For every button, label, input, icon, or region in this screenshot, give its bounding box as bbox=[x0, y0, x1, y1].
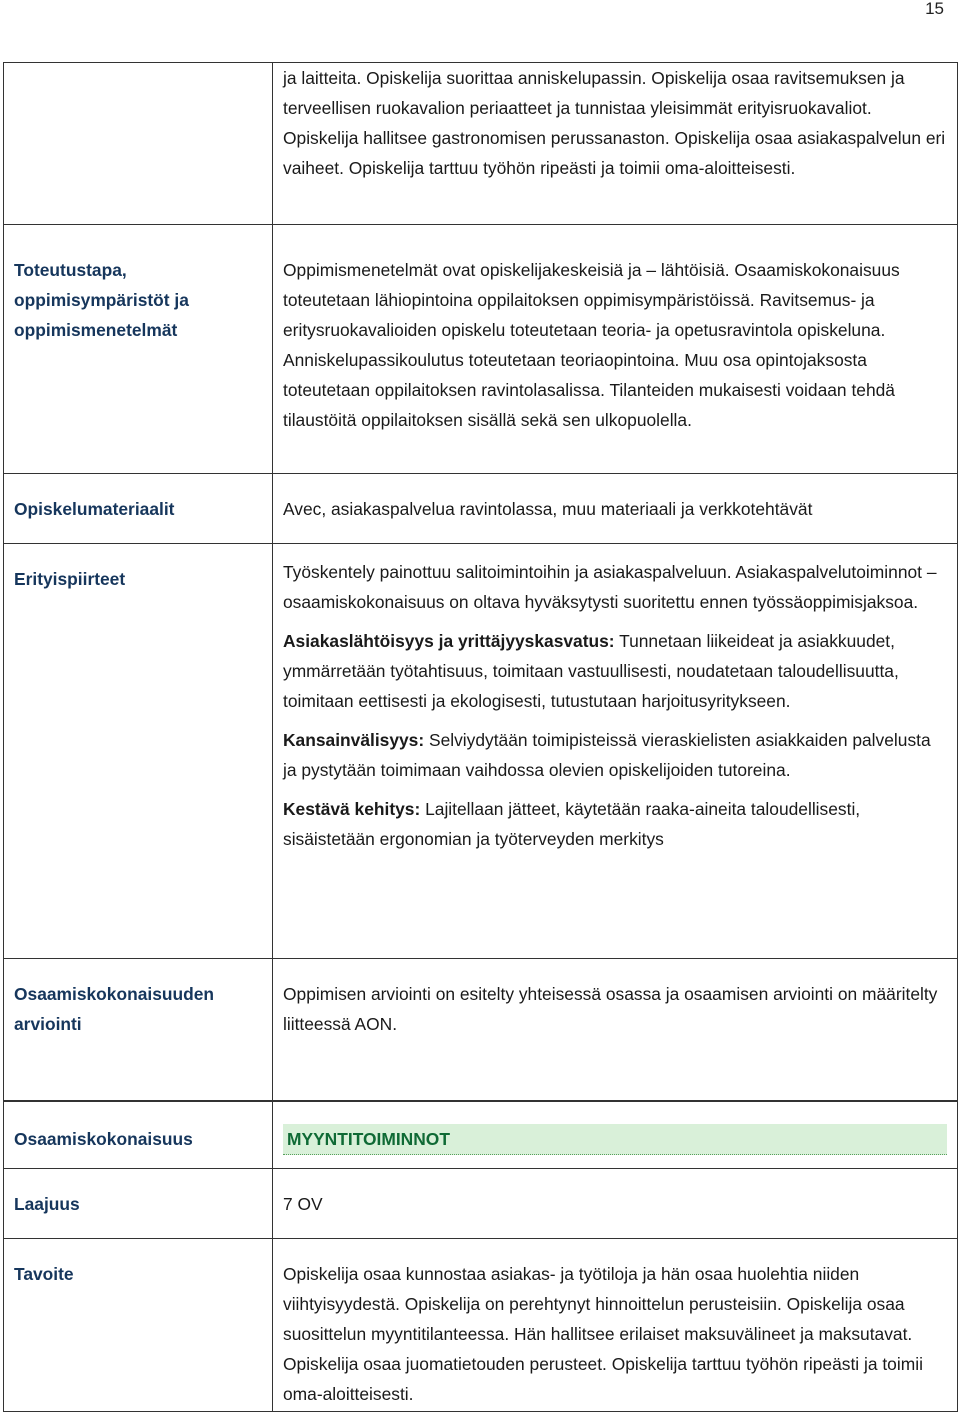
row-label-scope: Laajuus bbox=[4, 1169, 273, 1239]
table-row bbox=[4, 1102, 958, 1169]
section-heading: Kansainvälisyys: bbox=[283, 730, 425, 750]
page-number: 15 bbox=[925, 0, 944, 18]
section-sustainable-development bbox=[283, 785, 947, 854]
table-row bbox=[4, 1239, 958, 1412]
table-row bbox=[4, 474, 958, 544]
special-features-intro: Työskentely painottuu salitoimintoihin ja asiakaspalveluun. Asiakaspalvelutoiminnot – osaamiskokonaisuus on oltava hyväksytysti suoritettu ennen työssäoppimisjaksoa. bbox=[283, 562, 937, 612]
table-row bbox=[4, 544, 958, 959]
section-heading: Asiakaslähtöisyys ja yrittäjyyskasvatus: bbox=[283, 631, 615, 651]
competence-title: MYYNTITOIMINNOT bbox=[283, 1124, 947, 1155]
row-label-special-features: Erityispiirteet bbox=[4, 544, 273, 959]
row-label-assessment: Osaamiskokonaisuuden arviointi bbox=[4, 959, 273, 1101]
section-text: Lajitellaan jätteet, käytetään raaka-aineita taloudellisesti, sisäistetään ergonomian ja työterveyden merkitys bbox=[283, 799, 861, 849]
section-heading: Kestävä kehitys: bbox=[283, 799, 421, 819]
table-row bbox=[4, 225, 958, 474]
objective-text: Opiskelija osaa kunnostaa asiakas- ja työtiloja ja hän osaa huolehtia niiden viihtyisyydestä. Opiskelija on perehtynyt hinnoittelun perusteisiin. Opiskelija osaa suosittelun myyntitilanteessa. Hän hallitsee erilaiset maksuvälineet ja maksutavat. Opiskelija osaa juomatietouden perusteet. Opiskelija tarttuu työhön ripeästi ja toimii oma-aloitteisesti. bbox=[273, 1239, 958, 1412]
materials-text: Avec, asiakaspalvelua ravintolassa, muu materiaali ja verkkotehtävät bbox=[273, 474, 958, 544]
competence-cell bbox=[273, 1102, 958, 1169]
assessment-text: Oppimisen arviointi on esitelty yhteisessä osassa ja osaamisen arviointi on määritelty liitteessä AON. bbox=[273, 959, 958, 1101]
section-internationality bbox=[283, 716, 947, 785]
scope-value: 7 OV bbox=[273, 1169, 958, 1239]
row-label-competence: Osaamiskokonaisuus bbox=[4, 1102, 273, 1169]
special-features-cell bbox=[273, 544, 958, 959]
section-text: Tunnetaan liikeideat ja asiakkuudet, ymmärretään työtahtisuus, toimitaan vastuullisesti, noudatetaan taloudellisuutta, toimitaan eettisesti ja ekologisesti, tutustutaan harjoitusyritykseen. bbox=[283, 631, 899, 711]
curriculum-table-continued bbox=[3, 62, 958, 1101]
row-label-empty bbox=[4, 63, 273, 225]
table-row bbox=[4, 959, 958, 1101]
implementation-text: Oppimismenetelmät ovat opiskelijakeskeisiä ja – lähtöisiä. Osaamiskokonaisuus toteutetaan lähiopintoina oppilaitoksen oppimisympäristöissä. Ravitsemus- ja eritysruokavalioiden opiskelu toteutetaan teoria- ja opetusravintola opiskeluna. Anniskelupassikoulutus toteutetaan teoriaopintoina. Muu osa opintojaksosta toteutetaan oppilaitoksen ravintolasalissa. Tilanteiden mukaisesti voidaan tehdä tilaustöitä oppilaitoksen sisällä sekä sen ulkopuolella. bbox=[273, 225, 958, 474]
row-label-objective: Tavoite bbox=[4, 1239, 273, 1412]
section-text: Selviydytään toimipisteissä vieraskielisten asiakkaiden palvelusta ja pystytään toimimaan vaihdossa olevien opiskelijoiden tutoreina. bbox=[283, 730, 931, 780]
table-row bbox=[4, 1169, 958, 1239]
objective-continued-text: ja laitteita. Opiskelija suorittaa anniskelupassin. Opiskelija osaa ravitsemuksen ja terveellisen ruokavalion periaatteet ja tunnistaa yleisimmät erityisruokavaliot. Opiskelija hallitsee gastronomisen perussanaston. Opiskelija osaa asiakaspalvelun eri vaiheet. Opiskelija tarttuu työhön ripeästi ja toimii oma-aloitteisesti. bbox=[273, 63, 958, 225]
row-label-materials: Opiskelumateriaalit bbox=[4, 474, 273, 544]
table-row bbox=[4, 63, 958, 225]
section-customer-entrepreneurship bbox=[283, 617, 947, 716]
competence-table bbox=[3, 1101, 958, 1412]
row-label-implementation: Toteutustapa, oppimisympäristöt ja oppimismenetelmät bbox=[4, 225, 273, 474]
